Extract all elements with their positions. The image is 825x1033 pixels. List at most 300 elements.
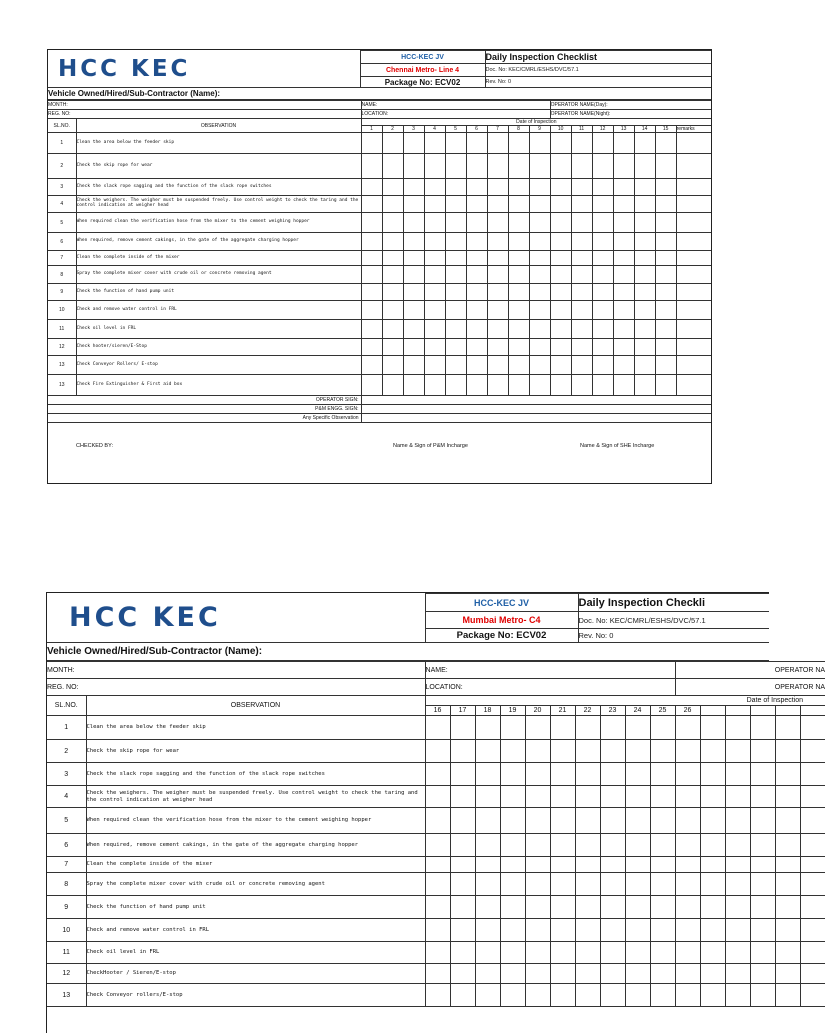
check-cell[interactable]: [613, 251, 634, 266]
check-cell[interactable]: [475, 834, 500, 857]
check-cell[interactable]: [800, 740, 825, 763]
check-cell[interactable]: [361, 196, 382, 213]
check-cell[interactable]: [550, 251, 571, 266]
check-cell[interactable]: [508, 375, 529, 396]
check-cell[interactable]: [525, 984, 550, 1007]
check-cell[interactable]: [525, 786, 550, 808]
check-cell[interactable]: [700, 984, 725, 1007]
check-cell[interactable]: [700, 786, 725, 808]
check-cell[interactable]: [487, 133, 508, 154]
check-cell[interactable]: [571, 213, 592, 233]
check-cell[interactable]: [450, 834, 475, 857]
check-cell[interactable]: [625, 896, 650, 919]
check-cell[interactable]: [800, 716, 825, 740]
check-cell[interactable]: [550, 857, 575, 873]
check-cell[interactable]: [625, 919, 650, 942]
check-cell[interactable]: [424, 251, 445, 266]
check-cell[interactable]: [450, 984, 475, 1007]
check-cell[interactable]: [675, 857, 700, 873]
check-cell[interactable]: [445, 301, 466, 320]
check-cell[interactable]: [600, 786, 625, 808]
check-cell[interactable]: [750, 834, 775, 857]
check-cell[interactable]: [475, 984, 500, 1007]
check-cell[interactable]: [500, 716, 525, 740]
check-cell[interactable]: [525, 964, 550, 984]
check-cell[interactable]: [575, 808, 600, 834]
check-cell[interactable]: [800, 834, 825, 857]
check-cell[interactable]: [403, 196, 424, 213]
check-cell[interactable]: [500, 896, 525, 919]
check-cell[interactable]: [382, 356, 403, 375]
check-cell[interactable]: [592, 284, 613, 301]
check-cell[interactable]: [475, 896, 500, 919]
check-cell[interactable]: [475, 873, 500, 896]
check-cell[interactable]: [725, 857, 750, 873]
check-cell[interactable]: [475, 919, 500, 942]
check-cell[interactable]: [634, 356, 655, 375]
check-cell[interactable]: [361, 154, 382, 179]
check-cell[interactable]: [382, 154, 403, 179]
check-cell[interactable]: [508, 301, 529, 320]
check-cell[interactable]: [450, 763, 475, 786]
check-cell[interactable]: [508, 284, 529, 301]
check-cell[interactable]: [675, 896, 700, 919]
check-cell[interactable]: [600, 919, 625, 942]
check-cell[interactable]: [450, 740, 475, 763]
check-cell[interactable]: [382, 233, 403, 251]
check-cell[interactable]: [700, 896, 725, 919]
check-cell[interactable]: [625, 873, 650, 896]
check-cell[interactable]: [500, 984, 525, 1007]
check-cell[interactable]: [750, 964, 775, 984]
check-cell[interactable]: [361, 133, 382, 154]
check-cell[interactable]: [800, 984, 825, 1007]
check-cell[interactable]: [575, 964, 600, 984]
check-cell[interactable]: [425, 763, 450, 786]
check-cell[interactable]: [425, 786, 450, 808]
check-cell[interactable]: [508, 266, 529, 284]
check-cell[interactable]: [425, 857, 450, 873]
check-cell[interactable]: [550, 919, 575, 942]
check-cell[interactable]: [613, 284, 634, 301]
check-cell[interactable]: [550, 133, 571, 154]
check-cell[interactable]: [634, 196, 655, 213]
check-cell[interactable]: [676, 356, 711, 375]
check-cell[interactable]: [425, 740, 450, 763]
check-cell[interactable]: [675, 808, 700, 834]
check-cell[interactable]: [575, 857, 600, 873]
check-cell[interactable]: [550, 786, 575, 808]
check-cell[interactable]: [361, 266, 382, 284]
check-cell[interactable]: [466, 179, 487, 196]
check-cell[interactable]: [800, 786, 825, 808]
check-cell[interactable]: [655, 179, 676, 196]
check-cell[interactable]: [634, 339, 655, 356]
check-cell[interactable]: [445, 375, 466, 396]
check-cell[interactable]: [592, 154, 613, 179]
check-cell[interactable]: [425, 942, 450, 964]
check-cell[interactable]: [775, 873, 800, 896]
check-cell[interactable]: [403, 375, 424, 396]
check-cell[interactable]: [571, 133, 592, 154]
check-cell[interactable]: [361, 284, 382, 301]
check-cell[interactable]: [634, 284, 655, 301]
check-cell[interactable]: [571, 233, 592, 251]
check-cell[interactable]: [487, 356, 508, 375]
operator-sign-field[interactable]: [361, 396, 711, 405]
check-cell[interactable]: [700, 740, 725, 763]
check-cell[interactable]: [650, 964, 675, 984]
check-cell[interactable]: [550, 320, 571, 339]
check-cell[interactable]: [650, 919, 675, 942]
check-cell[interactable]: [575, 984, 600, 1007]
check-cell[interactable]: [424, 284, 445, 301]
check-cell[interactable]: [613, 213, 634, 233]
check-cell[interactable]: [650, 808, 675, 834]
check-cell[interactable]: [600, 716, 625, 740]
check-cell[interactable]: [529, 284, 550, 301]
check-cell[interactable]: [750, 716, 775, 740]
check-cell[interactable]: [575, 873, 600, 896]
check-cell[interactable]: [529, 356, 550, 375]
check-cell[interactable]: [700, 834, 725, 857]
check-cell[interactable]: [525, 808, 550, 834]
check-cell[interactable]: [750, 740, 775, 763]
check-cell[interactable]: [625, 942, 650, 964]
check-cell[interactable]: [525, 896, 550, 919]
check-cell[interactable]: [382, 213, 403, 233]
check-cell[interactable]: [529, 339, 550, 356]
check-cell[interactable]: [529, 301, 550, 320]
check-cell[interactable]: [725, 740, 750, 763]
check-cell[interactable]: [550, 896, 575, 919]
check-cell[interactable]: [382, 179, 403, 196]
check-cell[interactable]: [613, 233, 634, 251]
check-cell[interactable]: [445, 266, 466, 284]
check-cell[interactable]: [550, 942, 575, 964]
check-cell[interactable]: [382, 266, 403, 284]
check-cell[interactable]: [675, 873, 700, 896]
check-cell[interactable]: [571, 284, 592, 301]
check-cell[interactable]: [634, 320, 655, 339]
check-cell[interactable]: [550, 356, 571, 375]
check-cell[interactable]: [529, 133, 550, 154]
check-cell[interactable]: [675, 716, 700, 740]
check-cell[interactable]: [600, 808, 625, 834]
check-cell[interactable]: [475, 857, 500, 873]
check-cell[interactable]: [600, 834, 625, 857]
check-cell[interactable]: [700, 919, 725, 942]
check-cell[interactable]: [650, 857, 675, 873]
check-cell[interactable]: [529, 251, 550, 266]
check-cell[interactable]: [655, 356, 676, 375]
check-cell[interactable]: [361, 320, 382, 339]
check-cell[interactable]: [500, 763, 525, 786]
check-cell[interactable]: [424, 196, 445, 213]
check-cell[interactable]: [550, 964, 575, 984]
check-cell[interactable]: [676, 196, 711, 213]
check-cell[interactable]: [424, 339, 445, 356]
check-cell[interactable]: [675, 834, 700, 857]
check-cell[interactable]: [382, 339, 403, 356]
check-cell[interactable]: [800, 873, 825, 896]
check-cell[interactable]: [424, 213, 445, 233]
check-cell[interactable]: [800, 942, 825, 964]
check-cell[interactable]: [424, 133, 445, 154]
check-cell[interactable]: [725, 716, 750, 740]
check-cell[interactable]: [382, 196, 403, 213]
check-cell[interactable]: [575, 919, 600, 942]
check-cell[interactable]: [475, 942, 500, 964]
check-cell[interactable]: [750, 984, 775, 1007]
check-cell[interactable]: [550, 716, 575, 740]
check-cell[interactable]: [475, 740, 500, 763]
check-cell[interactable]: [613, 179, 634, 196]
check-cell[interactable]: [613, 266, 634, 284]
check-cell[interactable]: [634, 179, 655, 196]
check-cell[interactable]: [613, 339, 634, 356]
check-cell[interactable]: [525, 873, 550, 896]
check-cell[interactable]: [466, 213, 487, 233]
check-cell[interactable]: [676, 301, 711, 320]
check-cell[interactable]: [475, 808, 500, 834]
check-cell[interactable]: [450, 808, 475, 834]
check-cell[interactable]: [403, 266, 424, 284]
check-cell[interactable]: [700, 763, 725, 786]
check-cell[interactable]: [445, 179, 466, 196]
check-cell[interactable]: [466, 284, 487, 301]
check-cell[interactable]: [475, 786, 500, 808]
check-cell[interactable]: [403, 133, 424, 154]
check-cell[interactable]: [487, 284, 508, 301]
check-cell[interactable]: [675, 942, 700, 964]
check-cell[interactable]: [361, 251, 382, 266]
check-cell[interactable]: [700, 857, 725, 873]
check-cell[interactable]: [650, 834, 675, 857]
check-cell[interactable]: [403, 284, 424, 301]
check-cell[interactable]: [775, 942, 800, 964]
check-cell[interactable]: [676, 133, 711, 154]
check-cell[interactable]: [625, 740, 650, 763]
check-cell[interactable]: [382, 133, 403, 154]
check-cell[interactable]: [487, 266, 508, 284]
check-cell[interactable]: [750, 808, 775, 834]
check-cell[interactable]: [450, 964, 475, 984]
check-cell[interactable]: [800, 919, 825, 942]
check-cell[interactable]: [466, 320, 487, 339]
check-cell[interactable]: [600, 896, 625, 919]
check-cell[interactable]: [525, 834, 550, 857]
check-cell[interactable]: [575, 763, 600, 786]
check-cell[interactable]: [625, 808, 650, 834]
check-cell[interactable]: [382, 375, 403, 396]
check-cell[interactable]: [571, 320, 592, 339]
check-cell[interactable]: [575, 834, 600, 857]
check-cell[interactable]: [529, 375, 550, 396]
check-cell[interactable]: [500, 942, 525, 964]
check-cell[interactable]: [500, 919, 525, 942]
check-cell[interactable]: [445, 356, 466, 375]
check-cell[interactable]: [361, 339, 382, 356]
check-cell[interactable]: [525, 942, 550, 964]
check-cell[interactable]: [550, 154, 571, 179]
check-cell[interactable]: [487, 196, 508, 213]
check-cell[interactable]: [613, 375, 634, 396]
check-cell[interactable]: [600, 942, 625, 964]
check-cell[interactable]: [529, 266, 550, 284]
check-cell[interactable]: [475, 964, 500, 984]
check-cell[interactable]: [655, 301, 676, 320]
check-cell[interactable]: [445, 320, 466, 339]
check-cell[interactable]: [650, 896, 675, 919]
check-cell[interactable]: [425, 873, 450, 896]
check-cell[interactable]: [650, 786, 675, 808]
check-cell[interactable]: [575, 942, 600, 964]
check-cell[interactable]: [550, 873, 575, 896]
check-cell[interactable]: [550, 808, 575, 834]
check-cell[interactable]: [634, 266, 655, 284]
check-cell[interactable]: [634, 251, 655, 266]
check-cell[interactable]: [500, 834, 525, 857]
check-cell[interactable]: [361, 213, 382, 233]
check-cell[interactable]: [650, 984, 675, 1007]
check-cell[interactable]: [655, 339, 676, 356]
check-cell[interactable]: [634, 133, 655, 154]
check-cell[interactable]: [466, 266, 487, 284]
check-cell[interactable]: [466, 339, 487, 356]
check-cell[interactable]: [445, 251, 466, 266]
check-cell[interactable]: [634, 375, 655, 396]
check-cell[interactable]: [450, 942, 475, 964]
check-cell[interactable]: [676, 251, 711, 266]
check-cell[interactable]: [625, 834, 650, 857]
check-cell[interactable]: [750, 896, 775, 919]
check-cell[interactable]: [424, 154, 445, 179]
check-cell[interactable]: [700, 808, 725, 834]
check-cell[interactable]: [571, 339, 592, 356]
check-cell[interactable]: [529, 179, 550, 196]
check-cell[interactable]: [655, 133, 676, 154]
check-cell[interactable]: [775, 857, 800, 873]
check-cell[interactable]: [500, 808, 525, 834]
check-cell[interactable]: [361, 375, 382, 396]
check-cell[interactable]: [613, 154, 634, 179]
check-cell[interactable]: [592, 196, 613, 213]
check-cell[interactable]: [775, 808, 800, 834]
check-cell[interactable]: [650, 716, 675, 740]
check-cell[interactable]: [403, 179, 424, 196]
check-cell[interactable]: [508, 320, 529, 339]
check-cell[interactable]: [675, 763, 700, 786]
check-cell[interactable]: [592, 266, 613, 284]
check-cell[interactable]: [403, 339, 424, 356]
check-cell[interactable]: [487, 251, 508, 266]
check-cell[interactable]: [725, 984, 750, 1007]
check-cell[interactable]: [424, 266, 445, 284]
check-cell[interactable]: [600, 873, 625, 896]
check-cell[interactable]: [500, 873, 525, 896]
check-cell[interactable]: [625, 984, 650, 1007]
check-cell[interactable]: [592, 375, 613, 396]
check-cell[interactable]: [634, 154, 655, 179]
check-cell[interactable]: [700, 964, 725, 984]
check-cell[interactable]: [487, 179, 508, 196]
check-cell[interactable]: [425, 808, 450, 834]
check-cell[interactable]: [613, 320, 634, 339]
check-cell[interactable]: [403, 301, 424, 320]
check-cell[interactable]: [725, 786, 750, 808]
check-cell[interactable]: [725, 763, 750, 786]
check-cell[interactable]: [508, 213, 529, 233]
check-cell[interactable]: [571, 196, 592, 213]
check-cell[interactable]: [500, 964, 525, 984]
check-cell[interactable]: [529, 196, 550, 213]
check-cell[interactable]: [529, 320, 550, 339]
check-cell[interactable]: [550, 375, 571, 396]
check-cell[interactable]: [466, 196, 487, 213]
check-cell[interactable]: [445, 284, 466, 301]
check-cell[interactable]: [550, 284, 571, 301]
check-cell[interactable]: [525, 740, 550, 763]
check-cell[interactable]: [424, 356, 445, 375]
check-cell[interactable]: [676, 320, 711, 339]
check-cell[interactable]: [487, 339, 508, 356]
check-cell[interactable]: [571, 356, 592, 375]
check-cell[interactable]: [592, 301, 613, 320]
check-cell[interactable]: [382, 301, 403, 320]
check-cell[interactable]: [575, 896, 600, 919]
check-cell[interactable]: [550, 740, 575, 763]
check-cell[interactable]: [529, 154, 550, 179]
check-cell[interactable]: [475, 763, 500, 786]
check-cell[interactable]: [508, 233, 529, 251]
check-cell[interactable]: [550, 834, 575, 857]
check-cell[interactable]: [800, 857, 825, 873]
check-cell[interactable]: [676, 339, 711, 356]
check-cell[interactable]: [575, 786, 600, 808]
check-cell[interactable]: [403, 356, 424, 375]
check-cell[interactable]: [675, 919, 700, 942]
check-cell[interactable]: [675, 984, 700, 1007]
check-cell[interactable]: [650, 873, 675, 896]
check-cell[interactable]: [425, 834, 450, 857]
check-cell[interactable]: [487, 320, 508, 339]
check-cell[interactable]: [600, 984, 625, 1007]
check-cell[interactable]: [525, 716, 550, 740]
check-cell[interactable]: [550, 984, 575, 1007]
check-cell[interactable]: [425, 716, 450, 740]
check-cell[interactable]: [625, 964, 650, 984]
check-cell[interactable]: [625, 716, 650, 740]
check-cell[interactable]: [508, 179, 529, 196]
check-cell[interactable]: [424, 375, 445, 396]
check-cell[interactable]: [575, 740, 600, 763]
check-cell[interactable]: [500, 740, 525, 763]
check-cell[interactable]: [800, 763, 825, 786]
check-cell[interactable]: [725, 808, 750, 834]
check-cell[interactable]: [529, 233, 550, 251]
check-cell[interactable]: [403, 154, 424, 179]
check-cell[interactable]: [529, 213, 550, 233]
check-cell[interactable]: [676, 284, 711, 301]
check-cell[interactable]: [675, 786, 700, 808]
check-cell[interactable]: [676, 213, 711, 233]
check-cell[interactable]: [508, 356, 529, 375]
check-cell[interactable]: [634, 213, 655, 233]
check-cell[interactable]: [425, 984, 450, 1007]
check-cell[interactable]: [487, 154, 508, 179]
check-cell[interactable]: [592, 320, 613, 339]
